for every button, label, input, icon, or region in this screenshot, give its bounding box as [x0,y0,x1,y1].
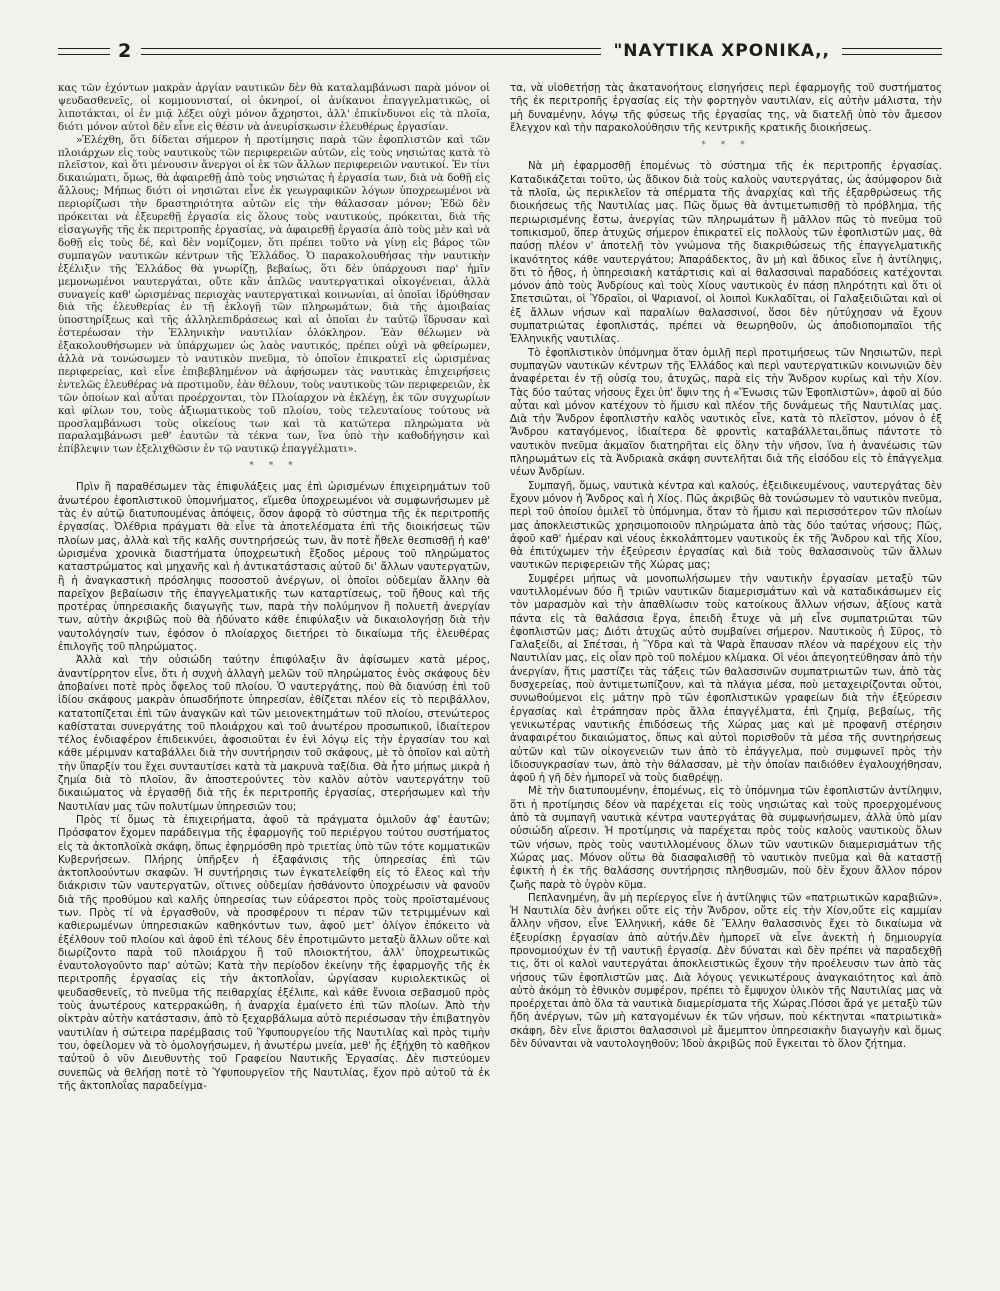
article-columns [58,82,942,1093]
section-separator: * * * [701,140,751,151]
publication-title: "ΝΑΥΤΙΚΑ ΧΡΟΝΙΚΑ,, [613,41,830,61]
paragraph: Νὰ μὴ ἐφαρμοσθῇ ἑπομένως τὸ σύστημα τῆς ἐκ περιτροπῆς ἐργασίας. Καταδικάζεται τοῦτο, ὡς ἄδικον διὰ τοὺς καλοὺς ναυτεργάτας, ὡς ἀσύμφορον διὰ τὰ πλοῖα, ὡς περικλεῖον τὰ σπέρματα τῆς ἀναρχίας καὶ τῆς ἐξαρθρώσεως τῆς διοικήσεως τῆς Ναυτιλίας μας. Πῶς ὅμως θὰ ἀντιμετωπισθῇ τὸ πρόβλημα, τῆς περιωρισμένης ἔστω, ἀνεργίας τῶν πληρωμάτων ἢ μᾶλλον πῶς τὸ πνεῦμα τοῦ τοπικισμοῦ, ὅπερ ἀτυχῶς σήμερον ἐπικρατεῖ εἰς πολλοὺς τῶν ἐφοπλιστῶν μας, θὰ παύσῃ πλέον ν' ἀποτελῇ τὸν γνώμονα τῆς διακριθώσεως τῆς ἐπαγγελματικῆς ἱκανότητος κάθε ναυτεργάτου; Ἀπαράδεκτος, ἂν μὴ καὶ ἄδικος εἶνε ἡ ἀντίληψις, ὅτι τὸ ἦθος, ἡ ὑπηρεσιακὴ κατάρτισις καὶ αἱ θαλασσιναὶ παραδόσεις κατέχονται μόνον ἀπὸ τοὺς Ἀνδρίους καὶ τοὺς Χίους ναυτικοὺς ἐν πάσῃ πληρότητι καὶ ὅτι οἱ Σπετσιῶται, οἱ Ὑδραῖοι, οἱ Ψαριανοί, οἱ λοιποὶ Κυκλαδῖται, οἱ Γαλαξειδιῶται καὶ οἱ ἐξ ἄλλων νήσων καὶ παραλίων θαλασσινοί, ὅσοι δὲν ηὐτύχησαν νὰ ἔχουν συμπατριώτας ἐφοπλιστάς, πρέπει νὰ θεωρηθοῦν, ὡς ἀποδιοπομπαῖοι τῆς Ἑλληνικῆς ναυτιλίας. [510,161,942,346]
header-rule-left [58,48,110,55]
right-column-text [510,82,942,1051]
paragraph: Τὸ ἐφοπλιστικὸν ὑπόμνημα ὅταν ὁμιλῇ περὶ προτιμήσεως τῶν Νησιωτῶν, περὶ συμπαγῶν ναυτικῶν κέντρων τῆς Ἑλλάδος καὶ περὶ ναυτεργατικῶν κοινωνιῶν δὲν ἀναφέρεται ἐν τῇ οὐσίᾳ του, ἀτυχῶς, παρὰ εἰς τὴν Ἄνδρον κυρίως καὶ τὴν Χίον. Τὰς δύο ταύτας νήσους ἔχει ὑπ' ὄψιν της ἡ «Ἕνωσις τῶν Ἐφοπλιστῶν», ἀφοῦ αἱ δύο αὗται καὶ μόνον κατέχουν τὸ ἥμισυ καὶ πλέον τῆς δυνάμεως τῆς Ναυτιλίας μας. Διὰ τὴν Ἄνδρον ἐφοπλιστὴν καλὸς ναυτικὸς εἶνε, κατὰ τὸ πλεῖστον, μόνον ὁ ἐξ Ἄνδρου καταγόμενος, ἰδιαίτερα δὲ φροντὶς καταβάλλεται,ὅπως πάντοτε τὸ ναυτικὸν πνεῦμα ἀκμαῖον διατηρῆται εἰς ὅλην τὴν νῆσον, ἵνα ἡ ἀνανέωσις τῶν πληρωμάτων εἰς τὰ Ἀνδριακὰ σκάφη συντελῆται διὰ τῆς εἰσόδου εἰς τὸ ἐπάγγελμα νέων Ἀνδρίων. [510,347,942,479]
paragraph: τα, νὰ υἱοθετήσῃ τὰς ἀκατανοήτους εἰσηγήσεις περὶ ἐφαρμογῆς τοῦ συστήματος τῆς ἐκ περιτροπῆς ἐργασίας εἰς τὴν φορτηγὸν ναυτιλίαν, εἰς αὐτὴν μάλιστα, τὴν μὴ δυναμένην, λόγῳ τῆς φύσεως τῆς ἐργασίας της, νὰ διατελῇ ὑπὸ τὸν ἄμεσον ἔλεγχον καὶ τὴν παρακολούθησιν τῆς κεντρικῆς κρατικῆς διοικήσεως. [510,83,942,134]
section-separator: * * * [249,461,299,472]
header-rule-right [842,48,942,55]
commentary-section [58,481,490,1093]
running-header [58,38,942,64]
header-rule-middle [141,48,601,55]
paragraph: Μὲ τὴν διατυπουμένην, ἑπομένως, εἰς τὸ ὑπόμνημα τῶν ἐφοπλιστῶν ἀντίληψιν, ὅτι ἡ προτίμησις δέον νὰ παρέχεται εἰς τοὺς νησιώτας καὶ τοὺς προερχομένους ἀπὸ τὰ συμπαγῆ ναυτικὰ κέντρα ναυτεργάτας θὰ συμφωνήσωμεν, ἀλλὰ ὑπὸ μίαν οὐσιώδη αἵρεσιν. Ἡ προτίμησις νὰ παρέχεται πρὸς τοὺς καλοὺς ναυτικοὺς ὅλων τῶν νήσων, πρὸς τοὺς ναυτιλλομένους ὅλων τῶν ναυτικῶν διαμερισμάτων τῆς Χώρας μας. Μόνον οὕτω θὰ διασφαλισθῇ τὸ ναυτικὸν πνεῦμα καὶ θὰ καταστῇ ἐφικτὴ ἡ ἐκ τῆς θαλάσσης συντήρησις πληθυσμῶν, ποὺ δὲν ἔχουν ἄλλον πόρον ζωῆς παρὰ τὸ ὑγρὸν κῦμα. [510,786,942,891]
paragraph: κας τῶν ἐχόντων μακρὰν ἀργίαν ναυτικῶν δὲν θὰ καταλαμβάνωσι παρὰ μόνον οἱ ψευδασθενεῖς, οἱ κομμουνισταί, οἱ ὀκνηροί, οἱ ἀνίκανοι ἐπαγγελματικῶς, οἱ λιποτάκται, οἱ ἐν μιᾷ λέξει οὐχὶ μόνον ἄχρηστοι, ἀλλ' ἐπικίνδυνοι εἰς τὰ πλοῖα, διότι μόνον αὐτοὶ δὲν εἶνε εἰς θέσιν νὰ ἀνευρίσκωσιν ἐλευθέρως ἐργασίαν. [58,82,490,133]
right-column [510,82,942,1093]
paragraph: Πρὶν ἢ παραθέσωμεν τὰς ἐπιφυλάξεις μας ἐπὶ ὡρισμένων ἐπιχειρημάτων τοῦ ἀνωτέρου ἐφοπλιστικοῦ ὑπομνήματος, εἴμεθα ὑποχρεωμένοι νὰ συμφωνήσωμεν μὲ τὰς ἐν αὐτῷ διατυπουμένας ἀπόψεις, ὅσον ἀφορᾷ τὸ σύστημα τῆς ἐκ περιτροπῆς ἐργασίας. Ὀλέθρια πράγματι θὰ εἶνε τὰ ἀποτελέσματα ἐπὶ τῆς διοικήσεως τῶν πλοίων μας, ἀλλὰ καὶ τῆς καλῆς συντηρήσεώς των, ἂν ποτὲ ἤθελε θεσπισθῇ ἡ καθ' ὡρισμένα χρονικὰ διαστήματα ὑποχρεωτικὴ ἔξοδος μέρους τοῦ πληρώματος καταστρώματος καὶ μηχανῆς καὶ ἡ ἀντικατάστασις αὐτοῦ δι' ἄλλων ναυτεργατῶν, ἢ ἡ ἀναγκαστικὴ πρόσληψις ποσοστοῦ ἀνέργων, οἱ ὁποῖοι οὐδεμίαν ἄλλην θὰ παρεῖχον βεβαίωσιν τῆς ἐπαγγελματικῆς των καταρτίσεως, τοῦ ἤθους καὶ τῆς προτέρας ὑπηρεσιακῆς διαγωγῆς των, παρὰ τὴν πολύμηνον ἢ πολυετῆ ἀνεργίαν των, αὐτὴν ἀκριβῶς ποὺ θὰ ἠδύνατο κάθε ἐπιφύλαξιν νὰ δικαιολογήσῃ διὰ τὴν ναυτολόγησίν των, ἐφόσον ὁ πλοίαρχος διετήρει τὸ δικαίωμα τῆς ἐλευθέρας ἐπιλογῆς τοῦ πληρώματος. [58,482,490,654]
quoted-memo-section [58,82,490,456]
page-number: 2 [118,40,132,62]
paragraph: Ἀλλὰ καὶ τὴν οὐσιώδη ταύτην ἐπιφύλαξιν ἂν ἀφίσωμεν κατὰ μέρος, ἀναντίρρητον εἶνε, ὅτι ἡ συχνὴ ἀλλαγὴ μελῶν τοῦ πληρώματος ἑνὸς σκάφους δὲν ἀποβαίνει ποτὲ πρὸς ὄφελος τοῦ πλοίου. Ὁ ναυτεργάτης, ποὺ θὰ διανύσῃ ἐπὶ τοῦ ἰδίου σκάφους μακρὰν ὁπωσδήποτε ὑπηρεσίαν, ἐθίζεται πλέον εἰς τὸ περιβάλλον, κατατοπίζεται ἐπὶ τῶν ἀναγκῶν καὶ τῶν μειονεκτημάτων τοῦ πλοίου, στενώτερος καθίσταται συνεργάτης τοῦ πλοιάρχου καὶ τοῦ ἀνωτέρου προσωπικοῦ, ἰδιαίτερον τέλος ἐνδιαφέρον ἐπιδεικνύει, ἀφοσιοῦται ἐν ἑνὶ λόγῳ εἰς τὴν ἐργασίαν του καὶ κάθε μέριμναν καταβάλλει διὰ τὴν συντήρησιν τοῦ σκάφους, μὲ τὸ ὁποῖον καὶ αὐτὴ τὴν ὕπαρξίν του ἔχει συνταυτίσει κατὰ τὰ μακρυνὰ ταξίδια. Θὰ ἦτο μήπως μικρὰ ἡ ζημία διὰ τὸ πλοῖον, ἂν ἀποστερούντες τὸν καλὸν αὐτὸν ναυτεργάτην τοῦ δικαιώματος νὰ ἐργασθῇ διὰ τῆς ἐκ περιτροπῆς ἐργασίας, στερήσωμεν καὶ τὴν Ναυτιλίαν μας τῶν πολυτίμων ὑπηρεσιῶν του; [58,655,490,813]
left-column [58,82,490,1093]
paragraph: Συμφέρει μήπως νὰ μονοπωλήσωμεν τὴν ναυτικὴν ἐργασίαν μεταξὺ τῶν ναυτιλλομένων δύο ἢ τριῶν ναυτικῶν διαμερισμάτων καὶ νὰ καταδικάσωμεν εἰς τὸν μαρασμὸν καὶ τὴν ἀπαθλίωσιν τοὺς κατοίκους ἄλλων νήσων, ἀξίους κατὰ πάντα εἰς τὰ θαλάσσια ἔργα, ἐπειδὴ ἔτυχε νὰ μὴ εἶνε συμπατριῶται τῶν ἐφοπλιστῶν μας; Διότι ἀτυχῶς αὐτὸ συμβαίνει σήμερον. Ναυτικοὺς ἡ Σῦρος, τὸ Γαλαξείδι, αἱ Σπέτσαι, ἡ Ὕδρα καὶ τὰ Ψαρὰ ἔπαυσαν πλέον νὰ παρέχουν εἰς τὴν Ναυτιλίαν μας, εἰς οἷαν πρὸ τοῦ πολέμου κλίμακα. Οἱ νέοι ἀπεγοητεύθησαν ἀπὸ τὴν ἀνεργίαν, ἤτις μαστίζει τὰς τάξεις τῶν θαλασσινῶν συμπατριωτῶν των, ἀπὸ τὰς δυσχερείας, ποὺ ἀντιμετωπίζουν, καὶ τὰ πλάγια μέσα, ποὺ μεταχειρίζονται οὗτοι, συνωθούμενοι εἰς μάτην πρὸ τῶν ἐφοπλιστικῶν γραφείων διὰ τὴν ἐξεύρεσιν ἐργασίας καὶ ἐτράπησαν πρὸς ἄλλα ἐπαγγέλματα, ἐπὶ ζημίᾳ, βεβαίως, τῆς γενικωτέρας ναυτικῆς ἐπιδόσεως τῆς Χώρας μας καὶ μὲ προφανῆ στέρησιν ἀναφαιρέτου δικαιώματος, ὅπως καὶ αὐτοὶ πορισθοῦν τὰ μέσα τῆς συντηρήσεως αὐτῶν καὶ τῶν οἰκογενειῶν των ἀπὸ τὸ ἐπάγγελμα, ποὺ συμφωνεῖ πρὸς τὴν ἰδιοσυγκρασίαν των, ἀπὸ τὴν θάλασσαν, μὲ τὴν ὁποίαν παιδιόθεν ἐγαλουχήθησαν, ἀφοῦ ἡ γῆ δὲν ἠμπορεῖ νὰ τοὺς διαθρέψῃ. [510,573,942,785]
paragraph: Πρὸς τί ὅμως τὰ ἐπιχειρήματα, ἀφοῦ τὰ πράγματα ὁμιλοῦν ἀφ' ἑαυτῶν; Πρόσφατον ἔχομεν παράδειγμα τῆς ἐφαρμογῆς τοῦ περιέργου τούτου συστήματος εἰς τὰ ἀκτοπλοϊκὰ σκάφη, ὅπως ἐφηρμόσθη πρὸ τριετίας ὑπὸ τῶν τότε κομματικῶν Κυβερνήσεων. Πλήρης ὑπῆρξεν ἡ ἐξαφάνισις τῆς ὑπηρεσίας ἐπὶ τῶν ἀκτοπλοούντων σκαφῶν. Ἡ συντήρησις των ἐγκατελείφθη εἰς τὸ ἔλεος καὶ τὴν διάκρισιν τῶν ναυτεργατῶν, οἵτινες οὐδεμίαν ἠσθάνοντο ὑποχρέωσιν νὰ φανοῦν διὰ τῆς προθύμου καὶ καλῆς ὑπηρεσίας των εὐάρεστοι πρὸς τοὺς προϊσταμένους των. Πρὸς τί νὰ ἐργασθοῦν, νὰ προσφέρουν τι πέραν τῶν τετριμμένων καὶ καθιερωμένων ὑπηρεσιακῶν καθηκόντων των, ἀφοῦ μετ' ὀλίγον ἐπόκειτο νὰ ἐξέλθουν τοῦ πλοίου καὶ ἀφοῦ ἐπὶ τέλους δὲν ἐπροτιμῶντο μεταξὺ ἄλλων οὔτε καὶ διωρίζοντο παρὰ τοῦ πλοιάρχου ἢ τοῦ πλοιοκτήτου, ἀλλ' ὑποχρεωτικῶς ἐναυτολογοῦντο παρ' αὐτῶν; Κατὰ τὴν περίοδον ἐκείνην τῆς ἐφαρμογῆς τῆς ἐκ περιτροπῆς ἐργασίας εἰς τὴν ἀκτοπλοΐαν, ὠργίασαν κυριολεκτικῶς οἱ ψευδασθενεῖς, τὸ πνεῦμα τῆς πειθαρχίας ἐξέλιπε, καὶ κάθε ἔννοια σεβασμοῦ πρὸς τοὺς ἀνωτέρους κατερρακώθη, ἡ ἀναρχία ἐμαίνετο ἐπὶ τῶν πλοίων. Ἀπὸ τὴν οἰκτρὰν αὐτὴν κατάστασιν, ἀπὸ τὸ ξεχαρβάλωμα αὐτὸ περιέσωσαν τὴν ἐπιβατηγὸν ναυτιλίαν ἡ σώτειρα παρέμβασις τοῦ Ὑφυπουργείου τῆς Ναυτιλίας καὶ πρὸς τιμὴν του, ὀφείλομεν νὰ τὸ ὁμολογήσωμεν, ἡ ἀνωτέρω μνεία, μεθ' ἧς ἐξήχθη τὸ καθῆκον ταὐτοῦ ὁ νῦν Διευθυντὴς τοῦ Γραφείου Ναυτικῆς Ἐργασίας. Δὲν πιστεύομεν συνεπῶς νὰ θελήσῃ ποτὲ τὸ Ὑφυπουργεῖον τῆς Ναυτιλίας, ἔχον πρὸ αὐτοῦ τὰ ἐκ τῆς ἀκτοπλοΐας παραδείγμα- [58,814,490,1092]
paragraph: Πεπλανημένη, ἂν μὴ περίεργος εἶνε ἡ ἀντίληψις τῶν «πατριωτικῶν καραβιῶν». Ἡ Ναυτιλία δὲν ἀνήκει οὔτε εἰς τὴν Ἄνδρον, οὔτε εἰς τὴν Χίον,οὔτε εἰς καμμίαν ἄλλην νῆσον, εἶνε Ἑλληνική, κάθε δὲ Ἕλλην θαλασσινὸς ἔχει τὸ δικαίωμα νὰ ἐξευρίσκῃ ἐργασίαν ἀπὸ αὐτήν.Δὲν ἠμπορεῖ νὰ εἶνε ἀνεκτὴ ἡ δημιουργία προνομιούχων ἐν τῇ ναυτικῇ ἐργασίᾳ. Δὲν δύναται καὶ δὲν πρέπει νὰ παραδεχθῇ τις, ὅτι οἱ καλοὶ ναυτεργάται ἀποκλειστικῶς ἔχουν τὴν προέλευσιν των ἀπὸ τὰς νήσους τῶν ἐφοπλιστῶν μας. Διὰ λόγους γενικωτέρους ἀναγκαιότητος καὶ ἀπὸ αὐτὸ ἀκόμη τὸ ἐθνικὸν συμφέρον, πρέπει τὸ ἔμψυχον ὑλικὸν τῆς Ναυτιλίας μας νὰ προέρχεται ἀπὸ ὅλα τὰ ναυτικὰ διαμερίσματα τῆς Χώρας.Πόσοι ἄρά γε μεταξὺ τῶν ἤδη ἀνέργων, τῶν μὴ καταγομένων ἐκ τῶν νήσων, ποὺ κέκτηνται «πατριωτικὰ» σκάφη, δὲν εἶνε ἄριστοι θαλασσινοὶ μὲ ἄμεμπτον ὑπηρεσιακὴν διαγωγὴν καὶ ὅμως δὲν δύνανται νὰ ναυτολογηθοῦν; Ἰδοὺ ἀκριβῶς ποῦ ἔγκειται τὸ ὅλον ζήτημα. [510,892,942,1051]
paragraph: Συμπαγῆ, ὅμως, ναυτικὰ κέντρα καὶ καλούς, ἐξειδικευμένους, ναυτεργάτας δὲν ἔχουν μόνον ἡ Ἄνδρος καὶ ἡ Χίος. Πῶς ἀκριβῶς θὰ τονώσωμεν τὸ ναυτικὸν πνεῦμα, περὶ τοῦ ὁποίου ὁμιλεῖ τὸ ὑπόμνημα, ὅταν τὸ ἥμισυ καὶ περισσότερον τῶν πλοίων μας ἀποκλειστικῶς χρησιμοποιοῦν πληρώματα ἀπὸ τὰς δύο ταύτας νήσους; Πῶς, ἀφοῦ καθ' ἡμέραν καὶ νέους ἐκκολάπτομεν ναυτικοὺς ἐκ τῆς Ἄνδρου καὶ τῆς Χίου, θὰ ἐπιτύχωμεν τὴν ἐξεύρεσιν ἐργασίας καὶ διὰ τοὺς θαλασσινοὺς τῶν ἄλλων ναυτικῶν περιφερειῶν τῆς Χώρας μας; [510,480,942,572]
paragraph: »Ἐλέχθη, ὅτι δίδεται σήμερον ἡ προτίμησις παρὰ τῶν ἐφοπλιστῶν καὶ τῶν πλοιάρχων εἰς τοὺς ναυτικοὺς τῶν περιφερειῶν αὐτῶν, εἰς τοὺς νησιώτας κατὰ τὸ πλεῖστον, καὶ ὅτι μένουσιν ἄνεργοι οἱ ἐκ τῶν ἄλλων περιφερειῶν ναυτικοί. Ἐν τίνι δικαιώματι, ὅμως, θὰ ἀφαιρεθῇ ἀπὸ τοὺς νησιώτας ἡ ἐργασία των, διὰ νὰ δοθῇ εἰς ἄλλους; Μήπως διότι οἱ νησιῶται εἶνε ἐκ γεωγραφικῶν λόγων ὑποχρεωμένοι νὰ περιορίζωσι τὴν δραστηριότητα αὐτῶν εἰς τὴν θάλασσαν μόνον; Ἐδῶ δὲν πρόκειται νὰ ἐξευρεθῇ ἐργασία εἰς ὅλους τοὺς ναυτικούς, πρόκειται, διὰ τῆς εἰσαγωγῆς τῆς ἐκ περιτροπῆς ἐργασίας, νὰ ἀφαιρεθῇ ἐργασία ἀπὸ τοὺς μὲν καὶ νὰ δοθῇ εἰς τοὺς δέ, καὶ δὲν νομίζομεν, ὅτι πρέπει τοῦτο νὰ γίνῃ εἰς βάρος τῶν συμπαγῶν ναυτικῶν κέντρων τῆς Ἑλλάδος. Ὁ παρακολουθήσας τὴν ναυτικὴν ἐξέλιξιν τῆς Ἑλλάδος θὰ γνωρίζῃ, βεβαίως, ὅτι δὲν ὑπάρχουσι παρ' ἡμῖν μεμονωμένοι ναυτεργάται, οὔτε κἂν ἁπλῶς ναυτεργατικαὶ οἰκογένειαι, ἀλλὰ συναγείς καθ' ὡρισμένας περιοχὰς ναυτεργατικαὶ κοινωνίαι, αἱ ὁποῖαι ἱδρύθησαν διὰ τῆς ἐλευθερίας ἐν τῇ ἐκλογῇ τῶν πληρωμάτων, διὰ τῆς ἀμοιβαίας ὑποστηρίξεως καὶ τῆς ἀλληλεπιδράσεως καὶ αἱ ὁποῖαι ἐν ταὐτῷ ἵδρυσαν καὶ ἐστερέωσαν τὴν Ἑλληνικὴν ναυτιλίαν ὁλόκληρον. Ἐὰν θέλωμεν νὰ ἐξακολουθήσωμεν νὰ ὑπάρχωμεν ὡς λαὸς ναυτικός, πρέπει οὐχὶ νὰ φθείρωμεν, ἀλλὰ νὰ τονώσωμεν τὸ ναυτικὸν πνεῦμα, τὸ ὁποῖον ἐπικρατεῖ εἰς ὡρισμένας περιφερείας, καὶ εἶνε ἐπιβεβλημένον νὰ ἀφήσωμεν τὰς ναυτικὰς ἐπιχειρήσεις ἐντελῶς ἐλευθέρας νὰ προτιμοῦν, ἐὰν θέλουν, τοὺς ναυτικοὺς τῶν περιφερειῶν, ἐκ τῶν ὁποίων καὶ αὗται προέρχονται, τὸν Πλοίαρχον νὰ ἐκλέγῃ, ἐκ τῶν συγχωρίων καὶ φίλων του, τοὺς ἀξιωματικοὺς τοῦ πλοίου, τοὺς τελευταίους τούτους νὰ προσλαμβάνωσι τοὺς οἰκείους των καὶ τὰ κατώτερα πληρώματα νὰ παραλαμβάνωσι μεθ' ἑαυτῶν τὰ τέκνα των, ἵνα ὑπὸ τὴν καθοδήγησιν καὶ ἐπίβλεψιν των ἐξελιχθῶσιν ἐν τῷ ναυτικῷ ἐπαγγέλματι». [58,133,490,456]
